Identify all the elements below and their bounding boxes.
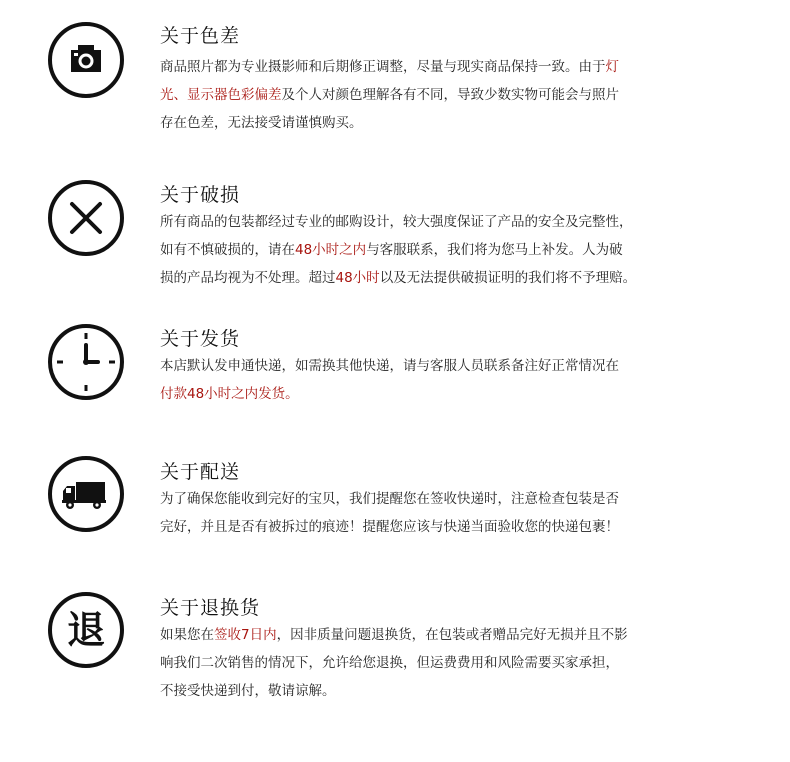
truck-icon <box>48 456 124 532</box>
section-title: 关于发货 <box>160 328 241 350</box>
section-body <box>160 53 760 137</box>
highlight-text: 光、显示器色彩偏差 <box>160 87 282 103</box>
body-line: 商品照片都为专业摄影师和后期修正调整，尽量与现实商品保持一致。由于灯 <box>160 59 619 75</box>
body-line: 如果您在签收7日内，因非质量问题退换货，在包装或者赠品完好无损并且不影 <box>160 627 628 643</box>
section-title: 关于退换货 <box>160 597 261 619</box>
highlight-text: 48小时之内 <box>295 242 367 258</box>
section-body <box>160 621 760 705</box>
clock-icon <box>48 324 124 400</box>
return-glyph: 退 <box>66 607 106 652</box>
section-body <box>160 352 760 408</box>
section-title: 关于配送 <box>160 461 241 483</box>
camera-icon <box>48 22 124 98</box>
body-line <box>160 380 760 408</box>
body-line: 存在色差，无法接受请谨慎购买。 <box>160 115 363 131</box>
body-line: 本店默认发申通快递，如需换其他快递，请与客服人员联系备注好正常情况在 <box>160 358 619 374</box>
body-line: 响我们二次销售的情况下，允许给您退换，但运费费用和风险需要买家承担， <box>160 655 619 671</box>
body-line: 不接受快递到付，敬请谅解。 <box>160 683 336 699</box>
section-title: 关于色差 <box>160 25 241 47</box>
section-body <box>160 485 760 541</box>
body-line: 完好，并且是否有被拆过的痕迹！提醒您应该与快递当面验收您的快递包裹！ <box>160 519 619 535</box>
body-line: 所有商品的包装都经过专业的邮购设计，较大强度保证了产品的安全及完整性， <box>160 214 633 230</box>
x-icon <box>48 180 124 256</box>
highlight-text: 付款48小时之内发货。 <box>160 386 299 402</box>
body-line: 光、显示器色彩偏差及个人对颜色理解各有不同，导致少数实物可能会与照片 <box>160 87 619 103</box>
body-line: 为了确保您能收到完好的宝贝，我们提醒您在签收快递时，注意检查包装是否 <box>160 491 619 507</box>
highlight-text: 灯 <box>605 59 619 75</box>
return-icon <box>48 592 124 668</box>
body-line: 损的产品均视为不处理。超过48小时以及无法提供破损证明的我们将不予理赔。 <box>160 270 637 286</box>
highlight-text: 48小时 <box>335 270 380 286</box>
section-body <box>160 208 760 292</box>
highlight-text: 签收7日内 <box>214 627 277 643</box>
body-line: 如有不慎破损的，请在48小时之内与客服联系，我们将为您马上补发。人为破 <box>160 242 623 258</box>
section-title: 关于破损 <box>160 184 241 206</box>
